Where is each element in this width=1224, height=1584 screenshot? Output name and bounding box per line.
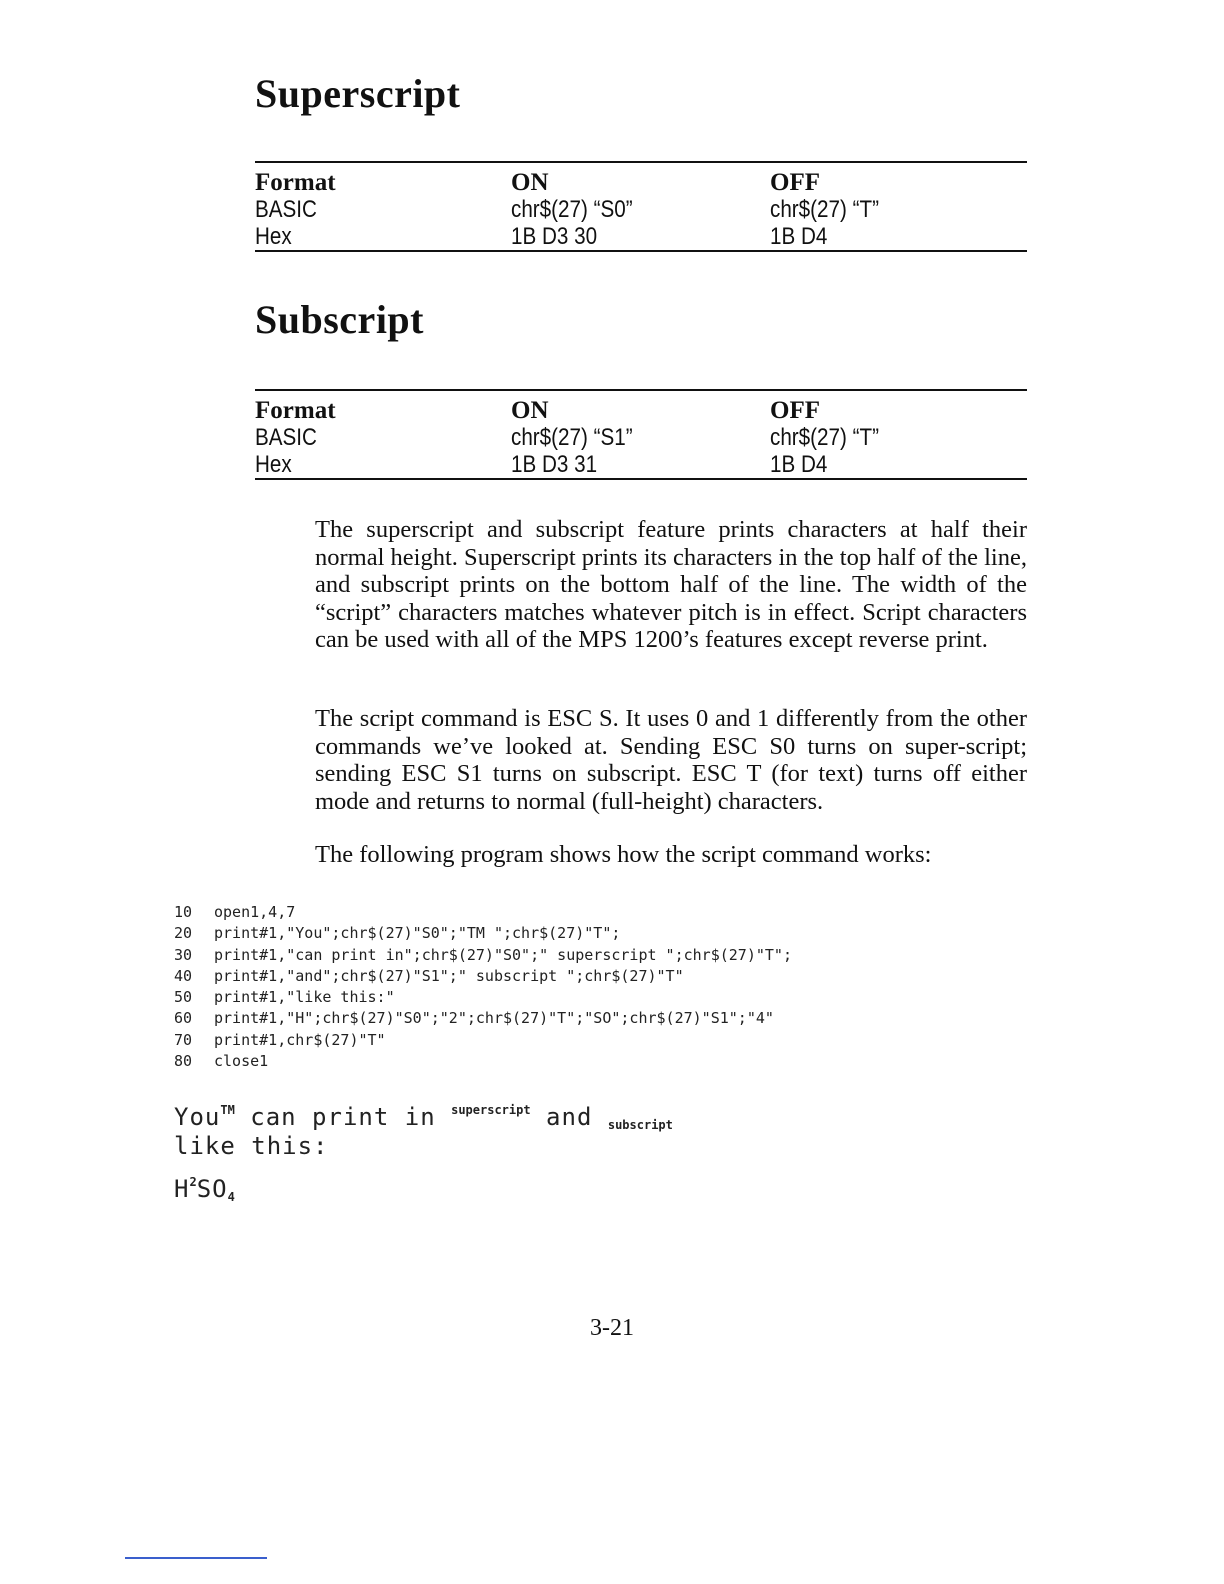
program-intro-paragraph: The following program shows how the script command works: (315, 841, 932, 868)
line-number: 20 (174, 924, 193, 943)
output-h: H (174, 1175, 190, 1203)
output-superscript-word: superscript (451, 1103, 531, 1117)
off-cell: 1B D4 (770, 450, 828, 478)
table-row (255, 424, 1027, 451)
off-cell: chr$(27) “T” (770, 423, 879, 451)
output-line (174, 1092, 673, 1132)
output-line: like this: (174, 1132, 329, 1160)
on-cell: chr$(27) “S0” (511, 195, 633, 223)
code-text: close1 (214, 1052, 269, 1071)
code-text: print#1,"H";chr$(27)"S0";"2";chr$(27)"T";"SO";chr$(27)"S1";"4" (214, 1009, 774, 1028)
format-cell: BASIC (255, 195, 317, 223)
format-cell: BASIC (255, 423, 317, 451)
table-row (255, 223, 1027, 250)
output-tm-superscript: TM (220, 1103, 235, 1117)
subscript-heading: Subscript (255, 297, 424, 342)
code-line (174, 945, 792, 966)
printed-output-sample (174, 1092, 673, 1204)
line-number: 70 (174, 1030, 193, 1049)
on-header: ON (511, 396, 549, 424)
code-text: print#1,"like this:" (214, 988, 395, 1007)
code-line (174, 987, 792, 1008)
line-number: 80 (174, 1052, 193, 1071)
code-line (174, 1008, 792, 1029)
off-header: OFF (770, 396, 820, 424)
table-header-row (255, 397, 1027, 424)
superscript-heading: Superscript (255, 71, 461, 116)
table-row (255, 451, 1027, 478)
script-description-paragraph: The superscript and subscript feature prints characters at half their normal height. Superscript prints its characters in the top half of the line, and subscript prints on the bottom half of the line. The width of the “script” characters matches whatever pitch is in effect. Script characters can be used with all of the MPS 1200’s features except reverse print. (315, 516, 1027, 653)
code-text: print#1,"can print in";chr$(27)"S0";" superscript ";chr$(27)"T"; (214, 945, 792, 964)
line-number: 10 (174, 903, 193, 921)
format-cell: Hex (255, 222, 292, 250)
superscript-command-table (255, 161, 1027, 252)
format-header: Format (255, 396, 336, 424)
footer-rule (125, 1557, 267, 1559)
on-header: ON (511, 168, 549, 196)
code-text: print#1,"and";chr$(27)"S1";" subscript ";chr$(27)"T" (214, 966, 684, 985)
output-two-superscript: 2 (189, 1175, 197, 1189)
code-text: open1,4,7 (214, 903, 296, 921)
subscript-command-table (255, 389, 1027, 480)
program-listing (174, 902, 792, 1072)
on-cell: 1B D3 31 (511, 450, 598, 478)
output-so: SO (196, 1175, 228, 1203)
code-line (174, 902, 792, 923)
format-cell: Hex (255, 450, 292, 478)
line-number: 50 (174, 988, 193, 1007)
line-number: 30 (174, 945, 193, 964)
output-can-print-in: can print in (234, 1103, 452, 1131)
off-cell: 1B D4 (770, 222, 828, 250)
page-number: 3-21 (590, 1315, 634, 1341)
code-line (174, 966, 792, 987)
code-line (174, 1051, 792, 1072)
line-number: 60 (174, 1009, 193, 1028)
on-cell: 1B D3 30 (511, 222, 598, 250)
table-row (255, 196, 1027, 223)
off-cell: chr$(27) “T” (770, 195, 879, 223)
output-and: and (530, 1103, 608, 1131)
on-cell: chr$(27) “S1” (511, 423, 633, 451)
script-command-paragraph: The script command is ESC S. It uses 0 and 1 differently from the other commands we’ve looked at. Sending ESC S0 turns on super-script; sending ESC S1 turns on subscript. ESC T (for text) turns off either mode and returns to normal (full-height) characters. (315, 705, 1027, 815)
output-four-subscript: 4 (227, 1190, 235, 1204)
output-line (174, 1164, 673, 1204)
format-header: Format (255, 168, 336, 196)
code-line (174, 1030, 792, 1051)
line-number: 40 (174, 966, 193, 985)
code-text: print#1,chr$(27)"T" (214, 1030, 386, 1049)
output-subscript-word: subscript (607, 1118, 673, 1132)
code-text: print#1,"You";chr$(27)"S0";"TM ";chr$(27)"T"; (214, 924, 621, 943)
output-you: You (174, 1103, 221, 1131)
off-header: OFF (770, 168, 820, 196)
code-line (174, 923, 792, 944)
table-header-row (255, 169, 1027, 196)
